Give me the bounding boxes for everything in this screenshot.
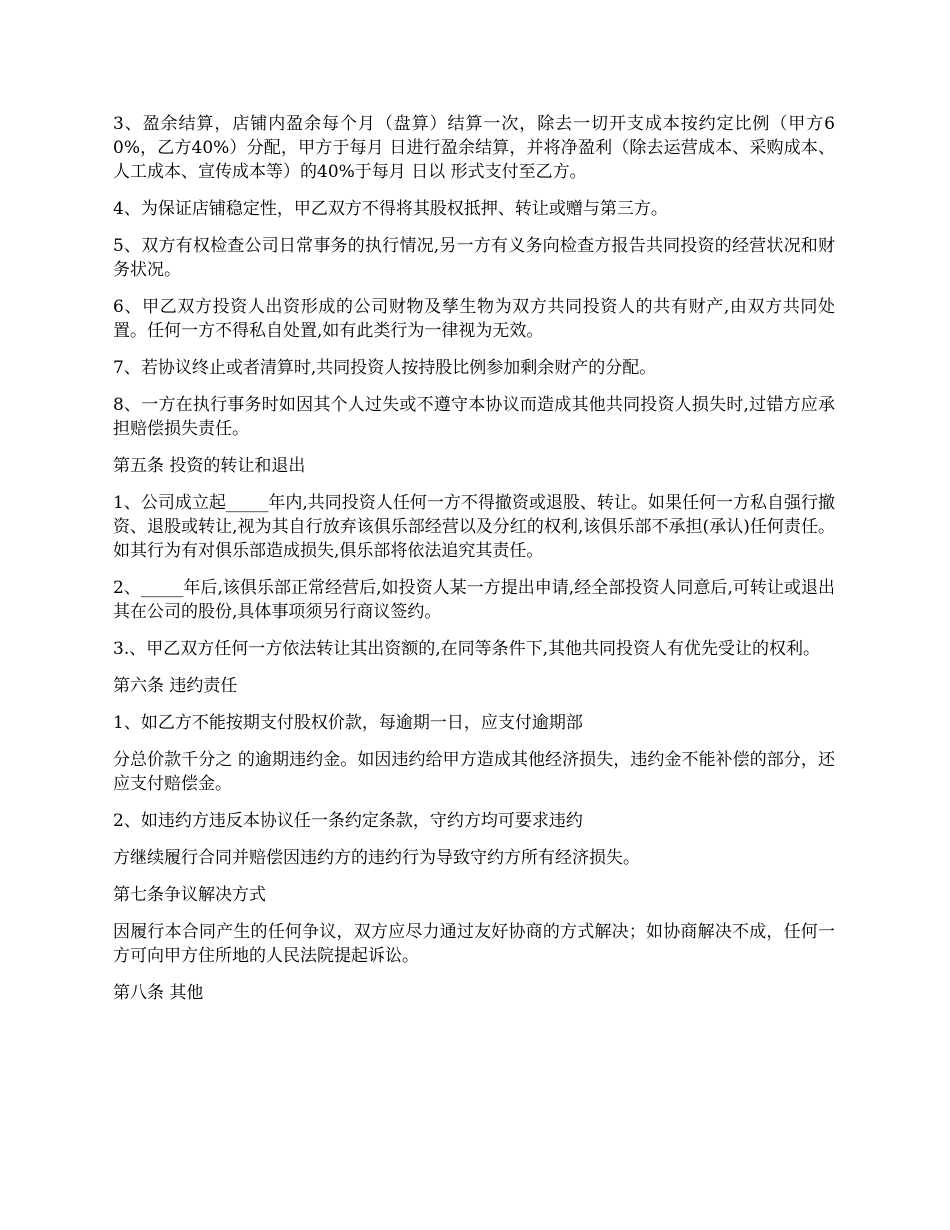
clause-4-item-8: 8、一方在执行事务时如因其个人过失或不遵守本协议而造成其他共同投资人损失时,过错方应承担赔偿损失责任。 bbox=[113, 395, 835, 439]
clause-6-item-1b: 分总价款千分之 的逾期违约金。如因违约给甲方造成其他经济损失，违约金不能补偿的部分，还应支付赔偿金。 bbox=[113, 750, 835, 794]
clause-7-heading: 第七条争议解决方式 bbox=[113, 885, 266, 905]
clause-4-item-7: 7、若协议终止或者清算时,共同投资人按持股比例参加剩余财产的分配。 bbox=[113, 358, 657, 378]
clause-7-body: 因履行本合同产生的任何争议，双方应尽力通过友好协商的方式解决；如协商解决不成，任何一方可向甲方住所地的人民法院提起诉讼。 bbox=[113, 922, 835, 966]
clause-6-item-1a: 1、如乙方不能按期支付股权价款，每逾期一日，应支付逾期部 bbox=[113, 713, 583, 733]
clause-4-item-4: 4、为保证店铺稳定性，甲乙双方不得将其股权抵押、转让或赠与第三方。 bbox=[113, 199, 668, 219]
clause-4-item-3: 3、盈余结算，店铺内盈余每个月（盘算）结算一次，除去一切开支成本按约定比例（甲方60%，乙方40%）分配，甲方于每月 日进行盈余结算，并将净盈利（除去运营成本、采购成本、人工成本、宣传成本等）的40%于每月 日以 形式支付至乙方。 bbox=[113, 114, 835, 182]
clause-4-item-6: 6、甲乙双方投资人出资形成的公司财物及孳生物为双方共同投资人的共有财产,由双方共同处置。任何一方不得私自处置,如有此类行为一律视为无效。 bbox=[113, 297, 835, 341]
document-page bbox=[113, 112, 835, 1018]
clause-5-item-3: 3.、甲乙双方任何一方依法转让其出资额的,在同等条件下,其他共同投资人有优先受让的权利。 bbox=[113, 639, 821, 659]
clause-6-heading: 第六条 违约责任 bbox=[113, 676, 238, 696]
clause-6-item-2b: 方继续履行合同并赔偿因违约方的违约行为导致守约方所有经济损失。 bbox=[113, 848, 640, 868]
clause-5-heading: 第五条 投资的转让和退出 bbox=[113, 456, 306, 476]
clause-4-item-5: 5、双方有权检查公司日常事务的执行情况,另一方有义务向检查方报告共同投资的经营状况和财务状况。 bbox=[113, 236, 835, 280]
clause-5-item-2: 2、_____年后,该俱乐部正常经营后,如投资人某一方提出申请,经全部投资人同意后,可转让或退出其在公司的股份,具体事项须另行商议签约。 bbox=[113, 578, 835, 622]
clause-6-item-2a: 2、如违约方违反本协议任一条约定条款，守约方均可要求违约 bbox=[113, 811, 583, 831]
clause-8-heading: 第八条 其他 bbox=[113, 983, 204, 1003]
clause-5-item-1: 1、公司成立起_____年内,共同投资人任何一方不得撤资或退股、转让。如果任何一方私自强行撤资、退股或转让,视为其自行放弃该俱乐部经营以及分红的权利,该俱乐部不承担(承认)任何责任。如其行为有对俱乐部造成损失,俱乐部将依法追究其责任。 bbox=[113, 493, 835, 561]
